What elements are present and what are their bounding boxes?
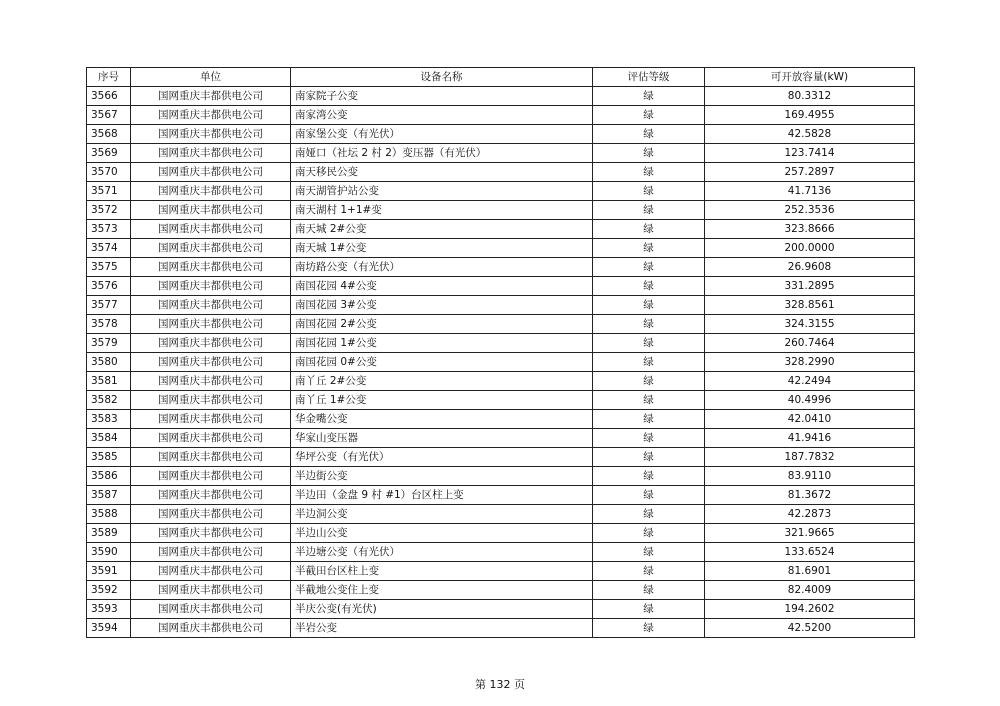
table-row <box>87 581 915 600</box>
cell-unit: 国网重庆丰都供电公司 <box>131 391 291 410</box>
cell-unit: 国网重庆丰都供电公司 <box>131 486 291 505</box>
cell-grade: 绿 <box>593 87 705 106</box>
cell-capacity: 40.4996 <box>705 391 915 410</box>
cell-capacity: 328.8561 <box>705 296 915 315</box>
cell-unit: 国网重庆丰都供电公司 <box>131 334 291 353</box>
cell-seq: 3574 <box>87 239 131 258</box>
cell-unit: 国网重庆丰都供电公司 <box>131 182 291 201</box>
cell-device: 华金嘴公变 <box>291 410 593 429</box>
cell-device: 南丫丘 1#公变 <box>291 391 593 410</box>
cell-capacity: 42.5200 <box>705 619 915 638</box>
cell-grade: 绿 <box>593 182 705 201</box>
table-row <box>87 277 915 296</box>
cell-grade: 绿 <box>593 334 705 353</box>
cell-grade: 绿 <box>593 505 705 524</box>
cell-device: 南国花园 1#公变 <box>291 334 593 353</box>
cell-seq: 3585 <box>87 448 131 467</box>
cell-capacity: 80.3312 <box>705 87 915 106</box>
cell-seq: 3590 <box>87 543 131 562</box>
cell-unit: 国网重庆丰都供电公司 <box>131 277 291 296</box>
cell-seq: 3589 <box>87 524 131 543</box>
cell-unit: 国网重庆丰都供电公司 <box>131 562 291 581</box>
cell-seq: 3580 <box>87 353 131 372</box>
cell-grade: 绿 <box>593 486 705 505</box>
cell-unit: 国网重庆丰都供电公司 <box>131 163 291 182</box>
cell-capacity: 200.0000 <box>705 239 915 258</box>
cell-grade: 绿 <box>593 258 705 277</box>
cell-unit: 国网重庆丰都供电公司 <box>131 429 291 448</box>
cell-capacity: 260.7464 <box>705 334 915 353</box>
cell-unit: 国网重庆丰都供电公司 <box>131 315 291 334</box>
cell-seq: 3593 <box>87 600 131 619</box>
table-row <box>87 182 915 201</box>
table-row <box>87 619 915 638</box>
cell-device: 半边山公变 <box>291 524 593 543</box>
cell-device: 半边塘公变（有光伏） <box>291 543 593 562</box>
cell-grade: 绿 <box>593 125 705 144</box>
cell-capacity: 331.2895 <box>705 277 915 296</box>
cell-seq: 3576 <box>87 277 131 296</box>
cell-device: 南家院子公变 <box>291 87 593 106</box>
cell-grade: 绿 <box>593 201 705 220</box>
cell-device: 半岩公变 <box>291 619 593 638</box>
cell-unit: 国网重庆丰都供电公司 <box>131 581 291 600</box>
cell-device: 南丫丘 2#公变 <box>291 372 593 391</box>
cell-device: 南家堡公变（有光伏） <box>291 125 593 144</box>
header-row <box>87 68 915 87</box>
cell-unit: 国网重庆丰都供电公司 <box>131 353 291 372</box>
table-row <box>87 410 915 429</box>
table-row <box>87 258 915 277</box>
cell-seq: 3579 <box>87 334 131 353</box>
cell-device: 南国花园 3#公变 <box>291 296 593 315</box>
cell-unit: 国网重庆丰都供电公司 <box>131 448 291 467</box>
cell-grade: 绿 <box>593 619 705 638</box>
cell-device: 华坪公变（有光伏） <box>291 448 593 467</box>
cell-seq: 3587 <box>87 486 131 505</box>
cell-capacity: 81.6901 <box>705 562 915 581</box>
table-header <box>87 68 915 87</box>
cell-seq: 3578 <box>87 315 131 334</box>
cell-capacity: 194.2602 <box>705 600 915 619</box>
cell-grade: 绿 <box>593 106 705 125</box>
cell-seq: 3577 <box>87 296 131 315</box>
cell-grade: 绿 <box>593 296 705 315</box>
cell-unit: 国网重庆丰都供电公司 <box>131 87 291 106</box>
cell-capacity: 323.8666 <box>705 220 915 239</box>
cell-seq: 3588 <box>87 505 131 524</box>
table-row <box>87 429 915 448</box>
cell-device: 华家山变压器 <box>291 429 593 448</box>
cell-seq: 3594 <box>87 619 131 638</box>
cell-seq: 3584 <box>87 429 131 448</box>
table-row <box>87 505 915 524</box>
cell-grade: 绿 <box>593 543 705 562</box>
table-row <box>87 125 915 144</box>
cell-capacity: 81.3672 <box>705 486 915 505</box>
cell-capacity: 123.7414 <box>705 144 915 163</box>
cell-seq: 3592 <box>87 581 131 600</box>
cell-device: 南天湖管护站公变 <box>291 182 593 201</box>
cell-seq: 3568 <box>87 125 131 144</box>
table-row <box>87 144 915 163</box>
table-row <box>87 334 915 353</box>
cell-device: 南国花园 2#公变 <box>291 315 593 334</box>
cell-device: 半庆公变(有光伏) <box>291 600 593 619</box>
table-row <box>87 239 915 258</box>
cell-seq: 3582 <box>87 391 131 410</box>
cell-device: 半边田（金盘 9 村 #1）台区柱上变 <box>291 486 593 505</box>
cell-capacity: 321.9665 <box>705 524 915 543</box>
cell-grade: 绿 <box>593 391 705 410</box>
cell-device: 南天城 2#公变 <box>291 220 593 239</box>
cell-unit: 国网重庆丰都供电公司 <box>131 144 291 163</box>
cell-grade: 绿 <box>593 353 705 372</box>
cell-grade: 绿 <box>593 410 705 429</box>
cell-capacity: 328.2990 <box>705 353 915 372</box>
cell-grade: 绿 <box>593 277 705 296</box>
table-row <box>87 296 915 315</box>
cell-seq: 3586 <box>87 467 131 486</box>
cell-grade: 绿 <box>593 467 705 486</box>
cell-device: 南天城 1#公变 <box>291 239 593 258</box>
cell-capacity: 83.9110 <box>705 467 915 486</box>
cell-capacity: 42.0410 <box>705 410 915 429</box>
cell-grade: 绿 <box>593 372 705 391</box>
cell-grade: 绿 <box>593 144 705 163</box>
table-row <box>87 486 915 505</box>
cell-grade: 绿 <box>593 524 705 543</box>
cell-capacity: 42.5828 <box>705 125 915 144</box>
cell-unit: 国网重庆丰都供电公司 <box>131 600 291 619</box>
cell-unit: 国网重庆丰都供电公司 <box>131 372 291 391</box>
cell-grade: 绿 <box>593 448 705 467</box>
table-body <box>87 87 915 638</box>
table-row <box>87 353 915 372</box>
cell-capacity: 41.7136 <box>705 182 915 201</box>
cell-capacity: 42.2873 <box>705 505 915 524</box>
cell-device: 南坊路公变（有光伏） <box>291 258 593 277</box>
table-row <box>87 87 915 106</box>
table-row <box>87 524 915 543</box>
cell-seq: 3567 <box>87 106 131 125</box>
cell-capacity: 133.6524 <box>705 543 915 562</box>
cell-device: 南国花园 4#公变 <box>291 277 593 296</box>
cell-unit: 国网重庆丰都供电公司 <box>131 296 291 315</box>
cell-unit: 国网重庆丰都供电公司 <box>131 106 291 125</box>
cell-device: 南天湖村 1+1#变 <box>291 201 593 220</box>
cell-device: 半截田台区柱上变 <box>291 562 593 581</box>
cell-capacity: 169.4955 <box>705 106 915 125</box>
table-row <box>87 201 915 220</box>
cell-seq: 3570 <box>87 163 131 182</box>
cell-grade: 绿 <box>593 562 705 581</box>
cell-capacity: 257.2897 <box>705 163 915 182</box>
table-row <box>87 106 915 125</box>
cell-unit: 国网重庆丰都供电公司 <box>131 258 291 277</box>
cell-seq: 3581 <box>87 372 131 391</box>
cell-device: 半截地公变住上变 <box>291 581 593 600</box>
header-grade: 评估等级 <box>593 68 705 87</box>
cell-unit: 国网重庆丰都供电公司 <box>131 619 291 638</box>
cell-unit: 国网重庆丰都供电公司 <box>131 125 291 144</box>
cell-grade: 绿 <box>593 220 705 239</box>
table-row <box>87 163 915 182</box>
cell-seq: 3573 <box>87 220 131 239</box>
table-row <box>87 315 915 334</box>
cell-capacity: 252.3536 <box>705 201 915 220</box>
cell-grade: 绿 <box>593 600 705 619</box>
cell-unit: 国网重庆丰都供电公司 <box>131 239 291 258</box>
table-row <box>87 467 915 486</box>
cell-grade: 绿 <box>593 315 705 334</box>
cell-capacity: 26.9608 <box>705 258 915 277</box>
cell-unit: 国网重庆丰都供电公司 <box>131 543 291 562</box>
table-row <box>87 220 915 239</box>
header-seq: 序号 <box>87 68 131 87</box>
table-row <box>87 562 915 581</box>
header-device: 设备名称 <box>291 68 593 87</box>
cell-capacity: 324.3155 <box>705 315 915 334</box>
cell-seq: 3575 <box>87 258 131 277</box>
cell-device: 南天移民公变 <box>291 163 593 182</box>
cell-unit: 国网重庆丰都供电公司 <box>131 220 291 239</box>
cell-grade: 绿 <box>593 239 705 258</box>
cell-seq: 3566 <box>87 87 131 106</box>
table-row <box>87 543 915 562</box>
table-row <box>87 372 915 391</box>
cell-capacity: 82.4009 <box>705 581 915 600</box>
page-number: 第 132 页 <box>475 678 525 691</box>
cell-unit: 国网重庆丰都供电公司 <box>131 201 291 220</box>
capacity-table <box>86 67 915 638</box>
cell-seq: 3571 <box>87 182 131 201</box>
header-capacity: 可开放容量(kW) <box>705 68 915 87</box>
cell-capacity: 41.9416 <box>705 429 915 448</box>
table-row <box>87 448 915 467</box>
cell-seq: 3569 <box>87 144 131 163</box>
table-row <box>87 600 915 619</box>
cell-device: 半边洞公变 <box>291 505 593 524</box>
cell-capacity: 187.7832 <box>705 448 915 467</box>
cell-unit: 国网重庆丰都供电公司 <box>131 410 291 429</box>
cell-unit: 国网重庆丰都供电公司 <box>131 467 291 486</box>
cell-device: 南娅口（社坛 2 村 2）变压器（有光伏） <box>291 144 593 163</box>
cell-unit: 国网重庆丰都供电公司 <box>131 524 291 543</box>
header-unit: 单位 <box>131 68 291 87</box>
cell-seq: 3572 <box>87 201 131 220</box>
cell-device: 南家湾公变 <box>291 106 593 125</box>
cell-capacity: 42.2494 <box>705 372 915 391</box>
cell-seq: 3591 <box>87 562 131 581</box>
cell-device: 半边街公变 <box>291 467 593 486</box>
cell-unit: 国网重庆丰都供电公司 <box>131 505 291 524</box>
cell-grade: 绿 <box>593 163 705 182</box>
table-row <box>87 391 915 410</box>
cell-grade: 绿 <box>593 581 705 600</box>
cell-device: 南国花园 0#公变 <box>291 353 593 372</box>
cell-grade: 绿 <box>593 429 705 448</box>
cell-seq: 3583 <box>87 410 131 429</box>
